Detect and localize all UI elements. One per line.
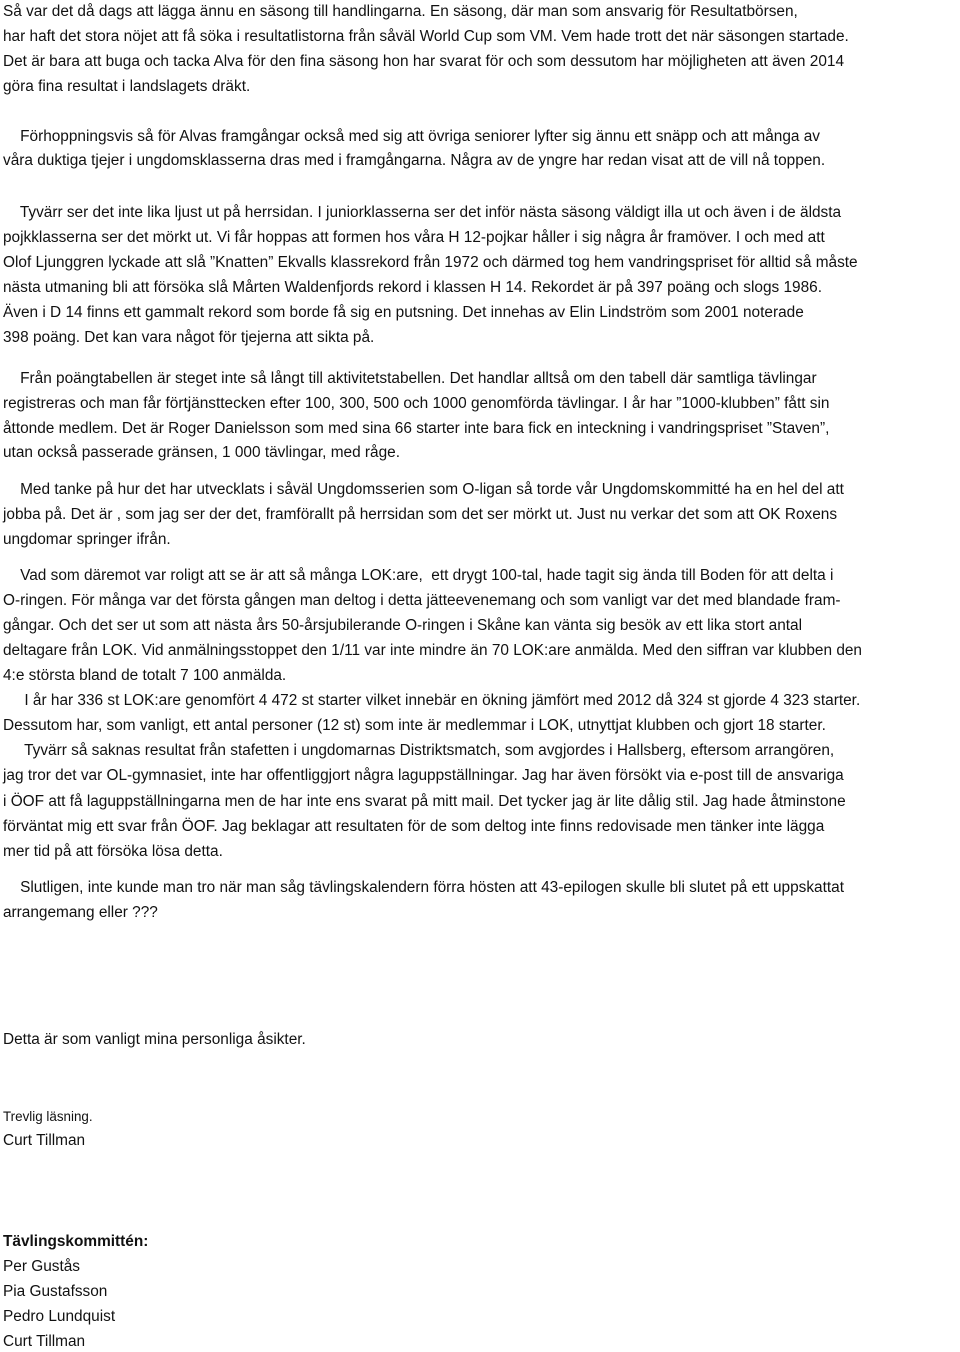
paragraph-3-line-6: 398 poäng. Det kan vara något för tjejerna att sikta på. — [3, 329, 375, 346]
paragraph-1-line-4: göra fina resultat i landslagets dräkt. — [3, 78, 251, 95]
author-name: Curt Tillman — [3, 1132, 86, 1149]
committee-member: Pedro Lundquist — [3, 1308, 116, 1325]
committee-member: Curt Tillman — [3, 1333, 86, 1350]
paragraph-4-line-3: åttonde medlem. Det är Roger Danielsson som med sina 66 starter inte bara fick en inteckning i vandringspriset ”Staven”, — [3, 420, 830, 437]
paragraph-6-line-2: O-ringen. För många var det första gången man deltog i detta jätteevenemang och som vanligt var det med blandade fram- — [3, 592, 841, 609]
paragraph-6-line-11: förväntat mig ett svar från ÖOF. Jag beklagar att resultaten för de som deltog inte finns redovisade men tänker inte lägga — [3, 818, 825, 835]
paragraph-2-line-2: våra duktiga tjejer i ungdomsklasserna dras med i framgångarna. Några av de yngre har redan visat att de vill nå toppen. — [3, 152, 826, 169]
paragraph-5-line-3: ungdomar springer ifrån. — [3, 531, 171, 548]
paragraph-4-line-4: utan också passerade gränsen, 1 000 tävlingar, med råge. — [3, 444, 400, 461]
paragraph-6-line-1: Vad som däremot var roligt att se är att så många LOK:are, ett drygt 100-tal, hade tagit sig ända till Boden för att delta i — [3, 567, 834, 584]
paragraph-1-line-1: Så var det då dags att lägga ännu en säsong till handlingarna. En säsong, där man som ansvarig för Resultatbörsen, — [3, 3, 798, 20]
paragraph-3-line-2: pojkklasserna ser det mörkt ut. Vi får hoppas att formen hos våra H 12-pojkar håller i sig några år framöver. I och med att — [3, 229, 825, 246]
paragraph-3-line-1: Tyvärr ser det inte lika ljust ut på herrsidan. I juniorklasserna ser det inför nästa säsong väldigt illa ut och även i de äldsta — [3, 204, 842, 221]
closing-greeting: Trevlig läsning. — [3, 1109, 93, 1124]
paragraph-7-line-2: arrangemang eller ??? — [3, 904, 158, 921]
paragraph-6-line-12: mer tid på att försöka lösa detta. — [3, 843, 223, 860]
paragraph-6-line-3: gångar. Och det ser ut som att nästa års 50-årsjubilerande O-ringen i Skåne kan vänta sig besök av ett lika stort antal — [3, 617, 803, 634]
committee-member: Per Gustås — [3, 1258, 80, 1275]
paragraph-2-line-1: Förhoppningsvis så för Alvas framgångar också med sig att övriga seniorer lyfter sig ännu ett snäpp och att många av — [3, 128, 820, 145]
paragraph-6-line-7: Dessutom har, som vanligt, ett antal personer (12 st) som inte är medlemmar i LOK, utnyttjat klubben och gjort 18 starter. — [3, 717, 826, 734]
paragraph-3-line-3: Olof Ljunggren lyckade att slå ”Knatten” Ekvalls klassrekord från 1972 och därmed tog hem vandringspriset för alltid så måste — [3, 254, 858, 271]
paragraph-6-line-4: deltagare från LOK. Vid anmälningsstoppet den 1/11 var inte mindre än 70 LOK:are anmälda. Med den siffran var klubben den — [3, 642, 862, 659]
paragraph-6-line-9: jag tror det var OL-gymnasiet, inte har offentliggjort några laguppställningar. Jag har även försökt via e-post till de ansvariga — [3, 767, 844, 784]
paragraph-3-line-4: nästa utmaning bli att försöka slå Mårten Waldenfjords rekord i klassen H 14. Rekordet är på 397 poäng och slogs 1986. — [3, 279, 823, 296]
personal-opinion-note: Detta är som vanligt mina personliga åsikter. — [3, 1031, 306, 1048]
paragraph-3-line-5: Även i D 14 finns ett gammalt rekord som borde få sig en putsning. Det innehas av Elin Lindström som 2001 noterade — [3, 304, 804, 321]
paragraph-1-line-3: Det är bara att buga och tacka Alva för den fina säsong hon har svarat för och som dessutom har möjligheten att även 2014 — [3, 53, 844, 70]
committee-member: Pia Gustafsson — [3, 1283, 108, 1300]
committee-heading: Tävlingskommittén: — [3, 1233, 149, 1250]
paragraph-4-line-2: registreras och man får förtjänsttecken efter 100, 300, 500 och 1000 genomförda tävlingar. I år har ”1000-klubben” fått sin — [3, 395, 830, 412]
paragraph-1-line-2: har haft det stora nöjet att få söka i resultatlistorna från såväl World Cup som VM. Vem hade trott det när säsongen startade. — [3, 28, 849, 45]
paragraph-5-line-1: Med tanke på hur det har utvecklats i såväl Ungdomsserien som O-ligan så torde vår Ungdomskommitté ha en hel del att — [3, 481, 844, 498]
paragraph-6-line-5: 4:e största bland de totalt 7 100 anmälda. — [3, 667, 287, 684]
paragraph-6-line-6: I år har 336 st LOK:are genomfört 4 472 st starter vilket innebär en ökning jämfört med 2012 då 324 st gjorde 4 323 starter. — [3, 692, 861, 709]
paragraph-6-line-10: i ÖOF att få laguppställningarna men de har inte ens svarat på mitt mail. Det tycker jag är lite dålig stil. Jag hade åtminstone — [3, 793, 846, 810]
paragraph-6-line-8: Tyvärr så saknas resultat från stafetten i ungdomarnas Distriktsmatch, som avgjordes i Hallsberg, eftersom arrangören, — [3, 742, 835, 759]
paragraph-4-line-1: Från poängtabellen är steget inte så långt till aktivitetstabellen. Det handlar alltså om den tabell där samtliga tävlingar — [3, 370, 817, 387]
paragraph-7-line-1: Slutligen, inte kunde man tro när man såg tävlingskalendern förra hösten att 43-epilogen skulle bli slutet på ett uppskattat — [3, 879, 844, 896]
paragraph-5-line-2: jobba på. Det är , som jag ser der det, framförallt på herrsidan som det ser mörkt ut. Just nu verkar det som att OK Roxens — [3, 506, 838, 523]
